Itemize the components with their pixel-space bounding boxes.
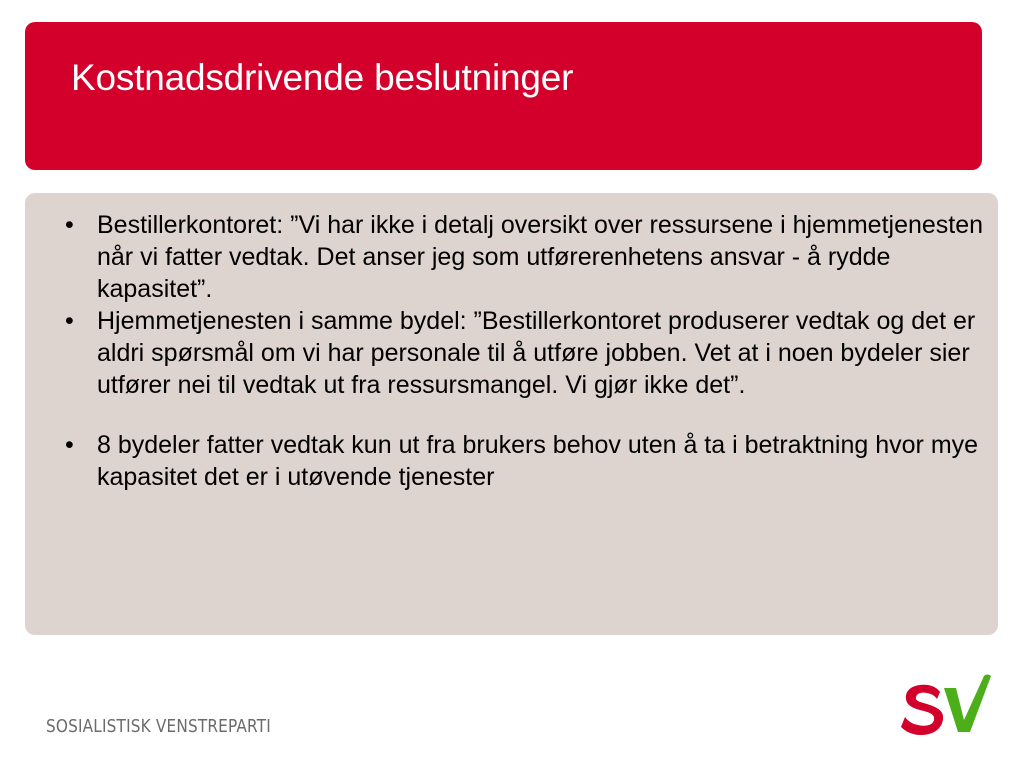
bullet-item <box>25 305 997 401</box>
logo-s-shape <box>901 685 943 735</box>
bullet-text: 8 bydeler fatter vedtak kun ut fra brukers behov uten å ta i betraktning hvor mye kapasitet det er i utøvende tjenester <box>97 431 979 491</box>
logo-v-shape <box>944 675 991 733</box>
title-banner <box>25 22 982 170</box>
bullet-item <box>25 209 997 305</box>
bullet-list <box>25 209 997 493</box>
bullet-icon: • <box>65 431 74 459</box>
bullet-text: Bestillerkontoret: ”Vi har ikke i detalj oversikt over ressursene i hjemmetjenesten når vi fatter vedtak. Det anser jeg som utførerenhetens ansvar - å rydde kapasitet”. <box>97 211 984 303</box>
bullet-text: Hjemmetjenesten i samme bydel: ”Bestillerkontoret produserer vedtak og det er aldri spørsmål om vi har personale til å utføre jobben. Vet at i noen bydeler sier utfører nei til vedtak ut fra ressursmangel. Vi gjør ikke det”. <box>97 307 976 399</box>
slide-title: Kostnadsdrivende beslutninger <box>71 57 574 98</box>
content-panel <box>25 193 998 635</box>
bullet-icon: • <box>65 211 74 239</box>
sv-logo-icon <box>900 672 995 742</box>
bullet-icon: • <box>65 307 74 335</box>
bullet-item <box>25 429 997 493</box>
party-name: SOSIALISTISK VENSTREPARTI <box>46 716 271 737</box>
